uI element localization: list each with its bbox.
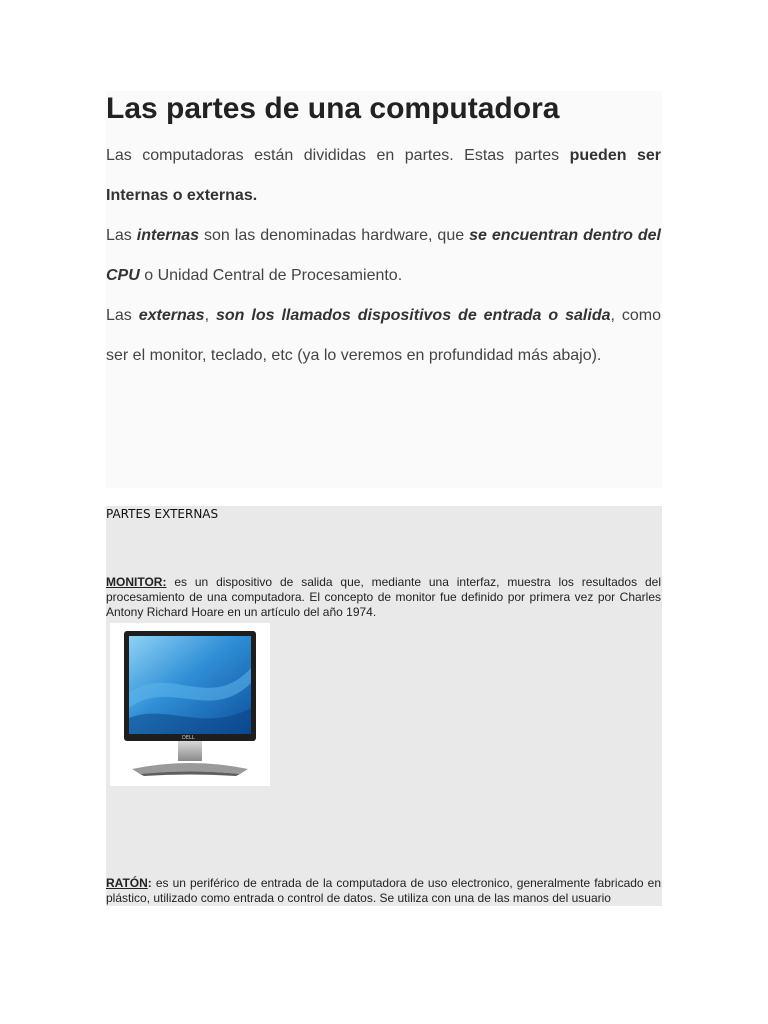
- page-title: Las partes de una computadora: [106, 92, 560, 125]
- intro-p3-externas: externas: [138, 307, 205, 324]
- intro-paragraph-3: [106, 296, 661, 376]
- raton-description: es un periférico de entrada de la computadora de uso electronico, generalmente fabricado en plástico, utilizado como entrada o control de datos. Se utiliza con una de las manos del usuario: [106, 876, 661, 905]
- partes-externas-section: [106, 506, 662, 906]
- section-heading: PARTES EXTERNAS: [106, 507, 219, 521]
- intro-section: [106, 91, 662, 488]
- intro-p3-text-c: ,: [204, 307, 216, 324]
- monitor-description: es un dispositivo de salida que, mediante una interfaz, muestra los resultados del procesamiento de una computadora. El concepto de monitor fue definido por primera vez por Charles Antony Richard Hoare en un artículo del año 1974.: [106, 575, 661, 619]
- raton-term: RATÓN: [106, 876, 148, 890]
- intro-p2-text-c: son las denominadas hardware, que: [199, 227, 470, 244]
- intro-p2-text-e: o Unidad Central de Procesamiento.: [139, 267, 403, 284]
- intro-p1-text: Las computadoras están divididas en partes. Estas partes: [106, 147, 570, 164]
- intro-p1-bold: pueden ser Internas o externas.: [106, 147, 662, 204]
- intro-p3-dispositivos: son los llamados dispositivos de entrada o salida: [215, 307, 611, 324]
- intro-p2-cpu: se encuentran dentro del CPU: [106, 227, 661, 284]
- intro-p3-text-a: Las: [106, 307, 139, 324]
- lcd-monitor-image: [110, 623, 270, 786]
- monitor-term: MONITOR:: [106, 575, 167, 589]
- intro-paragraph-2: [106, 216, 661, 296]
- raton-colon: :: [147, 876, 152, 890]
- intro-body: [106, 136, 661, 376]
- intro-p3-text-e: , como ser el monitor, teclado, etc (ya lo veremos en profundidad más abajo).: [106, 307, 662, 364]
- intro-p2-internas: internas: [136, 227, 200, 244]
- monitor-paragraph: [106, 575, 661, 620]
- intro-paragraph-1: [106, 136, 661, 216]
- monitor-illustration: [110, 623, 270, 786]
- intro-p2-text-a: Las: [106, 227, 137, 244]
- raton-paragraph: [106, 876, 661, 906]
- brand-logo: DELL: [182, 735, 195, 741]
